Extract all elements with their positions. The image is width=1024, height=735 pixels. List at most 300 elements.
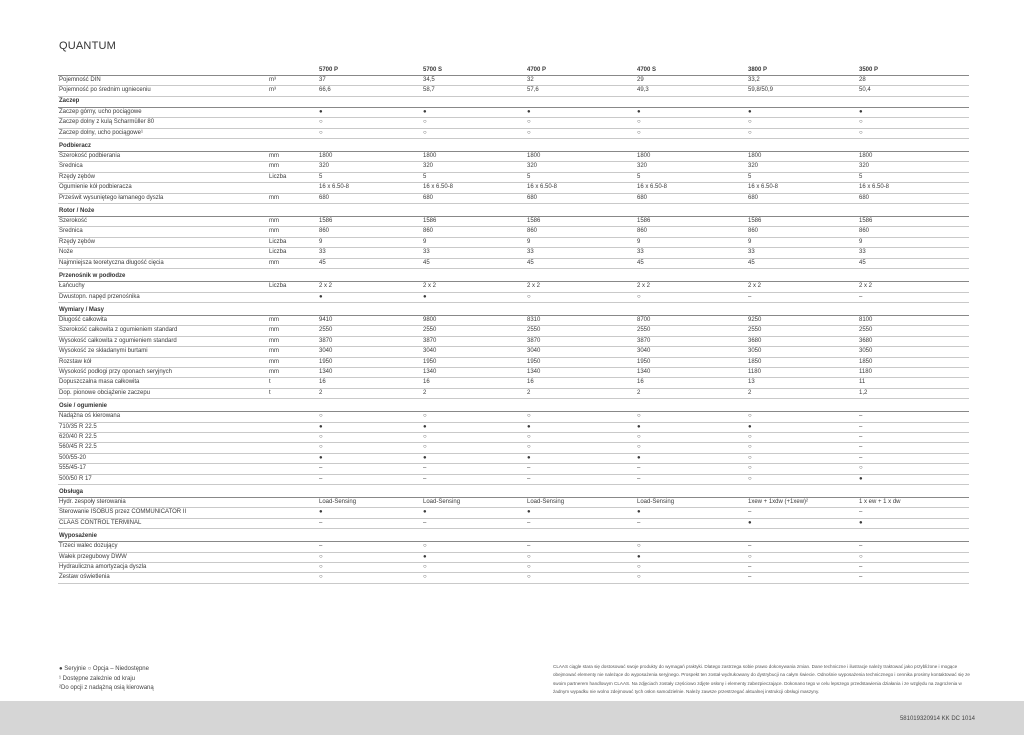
row-label: Zaczep górny, ucho pociągowe — [58, 107, 268, 117]
row-value: 1950 — [318, 357, 422, 367]
row-value: 33,2 — [747, 76, 858, 86]
row-value: 2 — [526, 388, 636, 398]
row-value: ● — [422, 552, 526, 562]
section-row — [58, 485, 969, 498]
row-label: Zestaw oświetlenia — [58, 573, 268, 583]
row-value: – — [858, 412, 969, 422]
row-unit: mm — [268, 152, 318, 162]
row-value: 2550 — [318, 326, 422, 336]
row-value: ● — [747, 422, 858, 432]
row-label: Szerokość podbierania — [58, 152, 268, 162]
row-unit: mm — [268, 162, 318, 172]
row-value: 45 — [526, 258, 636, 268]
row-value: 1950 — [526, 357, 636, 367]
row-value: ○ — [858, 118, 969, 128]
row-value: 3870 — [636, 336, 747, 346]
column-header: 4700 P — [526, 63, 636, 76]
row-unit — [268, 563, 318, 573]
row-value: 1586 — [747, 217, 858, 227]
row-unit — [268, 412, 318, 422]
row-value: 33 — [636, 248, 747, 258]
row-value: 320 — [422, 162, 526, 172]
table-row — [58, 282, 969, 292]
row-value: 2 — [636, 388, 747, 398]
row-label: Trzeci walec dozujący — [58, 542, 268, 552]
table-row — [58, 432, 969, 442]
row-value: ○ — [526, 573, 636, 583]
column-header: 5700 S — [422, 63, 526, 76]
row-value: ○ — [636, 542, 747, 552]
row-value: – — [318, 464, 422, 474]
row-value: ● — [636, 453, 747, 463]
row-unit — [268, 292, 318, 302]
row-label: Średnica — [58, 162, 268, 172]
row-value: 2 x 2 — [747, 282, 858, 292]
row-label: Długość całkowita — [58, 315, 268, 325]
row-value: ○ — [747, 412, 858, 422]
row-value: 3040 — [526, 347, 636, 357]
row-value: ○ — [526, 432, 636, 442]
row-value: 5 — [318, 172, 422, 182]
row-value: ● — [747, 518, 858, 528]
row-value: – — [526, 474, 636, 484]
row-unit: mm — [268, 227, 318, 237]
row-value: ● — [318, 508, 422, 518]
column-header: 3800 P — [747, 63, 858, 76]
row-value: ○ — [422, 542, 526, 552]
row-value: 2 — [318, 388, 422, 398]
row-label: Rozstaw kół — [58, 357, 268, 367]
row-value: 59,8/50,9 — [747, 86, 858, 96]
row-label: Rzędy zębów — [58, 237, 268, 247]
row-value: 320 — [526, 162, 636, 172]
table-row — [58, 227, 969, 237]
row-value: ● — [318, 422, 422, 432]
row-value: 860 — [526, 227, 636, 237]
row-value: 8100 — [858, 315, 969, 325]
row-value: 1800 — [747, 152, 858, 162]
row-value: 320 — [747, 162, 858, 172]
row-value: – — [422, 464, 526, 474]
column-header: 3500 P — [858, 63, 969, 76]
row-unit — [268, 474, 318, 484]
table-row — [58, 563, 969, 573]
row-value: 1586 — [422, 217, 526, 227]
row-value: ○ — [422, 443, 526, 453]
row-value: 1850 — [858, 357, 969, 367]
row-unit: t — [268, 378, 318, 388]
row-label: Zaczep dolny z kulą Scharmüller 80 — [58, 118, 268, 128]
row-value: – — [858, 443, 969, 453]
row-label: Średnica — [58, 227, 268, 237]
table-row — [58, 336, 969, 346]
row-value: ○ — [318, 552, 422, 562]
row-value: 1xew + 1xdw (+1xew)² — [747, 498, 858, 508]
row-value: – — [858, 432, 969, 442]
row-label: Pojemność po średnim ugnieceniu — [58, 86, 268, 96]
row-value: 33 — [422, 248, 526, 258]
row-unit: m³ — [268, 86, 318, 96]
row-value: 16 x 6.50-8 — [858, 183, 969, 193]
row-value: ● — [858, 518, 969, 528]
row-unit — [268, 542, 318, 552]
row-value: ● — [636, 107, 747, 117]
row-value: 1340 — [318, 367, 422, 377]
row-value: ○ — [636, 443, 747, 453]
row-value: ○ — [318, 432, 422, 442]
row-value: ● — [858, 474, 969, 484]
row-label: Najmniejsza teoretyczna długość cięcia — [58, 258, 268, 268]
section-row — [58, 139, 969, 152]
row-unit: mm — [268, 217, 318, 227]
row-value: 3040 — [318, 347, 422, 357]
row-value: 5 — [526, 172, 636, 182]
table-row — [58, 474, 969, 484]
section-row — [58, 302, 969, 315]
row-value: 66,6 — [318, 86, 422, 96]
row-value: 33 — [526, 248, 636, 258]
section-heading: Obsługa — [58, 485, 969, 498]
row-value: 5 — [422, 172, 526, 182]
table-row — [58, 183, 969, 193]
section-heading: Osie / ogumienie — [58, 399, 969, 412]
row-value: 1800 — [636, 152, 747, 162]
table-row — [58, 508, 969, 518]
row-value: 8310 — [526, 315, 636, 325]
row-unit: Liczba — [268, 237, 318, 247]
row-unit — [268, 443, 318, 453]
table-row — [58, 118, 969, 128]
row-value: ○ — [636, 412, 747, 422]
legend — [59, 665, 154, 694]
row-value: 16 x 6.50-8 — [318, 183, 422, 193]
row-value: ○ — [636, 118, 747, 128]
row-value: 5 — [636, 172, 747, 182]
row-value: ○ — [526, 552, 636, 562]
row-label: Nadążna oś kierowana — [58, 412, 268, 422]
row-unit: mm — [268, 347, 318, 357]
section-heading: Przenośnik w podłodze — [58, 269, 969, 282]
row-value: ○ — [526, 443, 636, 453]
row-value: ○ — [526, 412, 636, 422]
row-value: 49,3 — [636, 86, 747, 96]
table-row — [58, 107, 969, 117]
row-value: 9250 — [747, 315, 858, 325]
row-value: – — [318, 542, 422, 552]
row-value: 860 — [858, 227, 969, 237]
row-value: ● — [318, 292, 422, 302]
row-value: – — [747, 573, 858, 583]
row-value: ○ — [318, 443, 422, 453]
row-value: ● — [747, 107, 858, 117]
row-value: 1586 — [318, 217, 422, 227]
row-label: Sterowanie ISOBUS przez COMMUNICATOR II — [58, 508, 268, 518]
table-row — [58, 315, 969, 325]
row-value: 1800 — [318, 152, 422, 162]
row-value: 1180 — [747, 367, 858, 377]
row-label: Wysokość podłogi przy oponach seryjnych — [58, 367, 268, 377]
row-value: 45 — [318, 258, 422, 268]
row-label: 500/55-20 — [58, 453, 268, 463]
row-value: 3050 — [858, 347, 969, 357]
row-value: – — [858, 453, 969, 463]
row-value: ● — [422, 422, 526, 432]
row-value: ○ — [747, 128, 858, 138]
row-value: 1850 — [747, 357, 858, 367]
row-unit — [268, 552, 318, 562]
row-value: 45 — [636, 258, 747, 268]
row-value: 16 — [422, 378, 526, 388]
table-row — [58, 76, 969, 86]
row-value: ● — [526, 453, 636, 463]
row-value: ○ — [636, 432, 747, 442]
row-value: 2550 — [858, 326, 969, 336]
row-value: – — [858, 508, 969, 518]
row-value: 13 — [747, 378, 858, 388]
row-value: – — [636, 518, 747, 528]
row-value: 680 — [636, 193, 747, 203]
row-value: 37 — [318, 76, 422, 86]
table-row — [58, 258, 969, 268]
row-value: 320 — [636, 162, 747, 172]
row-unit: mm — [268, 258, 318, 268]
row-label: Wałek przegubowy DWW — [58, 552, 268, 562]
table-header-row — [58, 63, 969, 76]
row-value: – — [636, 474, 747, 484]
row-unit: Liczba — [268, 172, 318, 182]
row-value: 1950 — [422, 357, 526, 367]
row-value: 45 — [858, 258, 969, 268]
table-row — [58, 237, 969, 247]
row-value: 2550 — [526, 326, 636, 336]
row-unit: mm — [268, 336, 318, 346]
row-value: ○ — [747, 432, 858, 442]
row-value: ○ — [422, 118, 526, 128]
row-value: 1,2 — [858, 388, 969, 398]
row-value: ● — [526, 508, 636, 518]
table-row — [58, 162, 969, 172]
row-unit: m³ — [268, 76, 318, 86]
row-label: Zaczep dolny, ucho pociągowe¹ — [58, 128, 268, 138]
table-row — [58, 248, 969, 258]
row-value: Load-Sensing — [422, 498, 526, 508]
section-row — [58, 399, 969, 412]
row-value: – — [858, 422, 969, 432]
row-value: 320 — [858, 162, 969, 172]
row-value: 3040 — [636, 347, 747, 357]
row-label: 500/50 R 17 — [58, 474, 268, 484]
row-value: – — [858, 542, 969, 552]
legend-footnote-2: ²Do opcji z nadążną osią kierowaną — [59, 685, 154, 692]
row-value: 680 — [858, 193, 969, 203]
row-value: ○ — [747, 118, 858, 128]
row-value: 5 — [747, 172, 858, 182]
row-unit: Liczba — [268, 248, 318, 258]
row-value: 2 x 2 — [636, 282, 747, 292]
row-value: 2 — [422, 388, 526, 398]
section-heading: Wyposażenie — [58, 529, 969, 542]
table-row — [58, 573, 969, 583]
row-value: 16 x 6.50-8 — [636, 183, 747, 193]
row-value: 33 — [318, 248, 422, 258]
row-unit: mm — [268, 326, 318, 336]
section-heading: Wymiary / Masy — [58, 302, 969, 315]
row-value: 1800 — [526, 152, 636, 162]
row-value: 5 — [858, 172, 969, 182]
table-row — [58, 412, 969, 422]
row-value: – — [747, 542, 858, 552]
row-value: Load-Sensing — [526, 498, 636, 508]
row-value: 33 — [747, 248, 858, 258]
row-value: – — [858, 292, 969, 302]
table-row — [58, 217, 969, 227]
row-value: ○ — [747, 464, 858, 474]
row-unit: Liczba — [268, 282, 318, 292]
row-value: ● — [422, 292, 526, 302]
row-label: Noże — [58, 248, 268, 258]
row-label: 710/35 R 22.5 — [58, 422, 268, 432]
row-value: Load-Sensing — [636, 498, 747, 508]
row-value: 1 x ew + 1 x dw — [858, 498, 969, 508]
row-label: Dwustopn. napęd przenośnika — [58, 292, 268, 302]
row-value: 1340 — [422, 367, 526, 377]
row-unit — [268, 518, 318, 528]
row-value: – — [526, 518, 636, 528]
row-value: 1586 — [526, 217, 636, 227]
row-value: 34,5 — [422, 76, 526, 86]
row-value: 1340 — [636, 367, 747, 377]
row-unit — [268, 453, 318, 463]
row-label: Prześwit wysuniętego łamanego dyszla — [58, 193, 268, 203]
row-value: ○ — [318, 573, 422, 583]
row-value: ● — [526, 422, 636, 432]
row-value: – — [747, 508, 858, 518]
row-value: – — [422, 518, 526, 528]
row-value: 1800 — [422, 152, 526, 162]
row-value: – — [526, 464, 636, 474]
row-value: – — [858, 573, 969, 583]
row-value: 50,4 — [858, 86, 969, 96]
row-label: Rzędy zębów — [58, 172, 268, 182]
table-row — [58, 518, 969, 528]
table-row — [58, 347, 969, 357]
table-row — [58, 357, 969, 367]
table-row — [58, 388, 969, 398]
row-value: 3870 — [526, 336, 636, 346]
row-value: – — [318, 518, 422, 528]
row-value: ○ — [422, 432, 526, 442]
row-value: ○ — [422, 573, 526, 583]
row-value: 9800 — [422, 315, 526, 325]
row-value: 680 — [318, 193, 422, 203]
section-heading: Zaczep — [58, 96, 969, 107]
footer-bar — [0, 701, 1024, 735]
row-value: ○ — [858, 552, 969, 562]
row-value: ● — [636, 552, 747, 562]
row-value: 1800 — [858, 152, 969, 162]
row-unit — [268, 432, 318, 442]
document-code: 581019320914 KK DC 1014 — [899, 716, 975, 722]
document-title: QUANTUM — [59, 40, 117, 52]
row-value: ● — [526, 107, 636, 117]
section-row — [58, 204, 969, 217]
table-row — [58, 453, 969, 463]
row-value: 3040 — [422, 347, 526, 357]
row-unit: t — [268, 388, 318, 398]
row-value: ○ — [636, 292, 747, 302]
row-value: 2 x 2 — [858, 282, 969, 292]
row-value: 9 — [422, 237, 526, 247]
row-value: 29 — [636, 76, 747, 86]
row-unit — [268, 118, 318, 128]
row-value: – — [422, 474, 526, 484]
table-row — [58, 152, 969, 162]
row-value: 2 x 2 — [422, 282, 526, 292]
header-spacer — [58, 63, 268, 76]
row-unit — [268, 498, 318, 508]
row-value: 2550 — [747, 326, 858, 336]
row-label: Hydrauliczna amortyzacja dyszla — [58, 563, 268, 573]
table-row — [58, 552, 969, 562]
table-row — [58, 498, 969, 508]
row-value: 3050 — [747, 347, 858, 357]
column-header: 4700 S — [636, 63, 747, 76]
row-value: 2550 — [636, 326, 747, 336]
section-row — [58, 529, 969, 542]
table-row — [58, 542, 969, 552]
table-row — [58, 326, 969, 336]
row-value: ○ — [636, 563, 747, 573]
row-value: Load-Sensing — [318, 498, 422, 508]
row-value: 57,6 — [526, 86, 636, 96]
row-value: 1586 — [636, 217, 747, 227]
row-unit: mm — [268, 367, 318, 377]
row-value: ○ — [422, 563, 526, 573]
row-unit — [268, 128, 318, 138]
row-value: ● — [422, 453, 526, 463]
row-value: ○ — [526, 563, 636, 573]
row-value: ○ — [858, 464, 969, 474]
row-label: CLAAS CONTROL TERMINAL — [58, 518, 268, 528]
row-value: 32 — [526, 76, 636, 86]
row-value: 860 — [318, 227, 422, 237]
row-value: – — [747, 292, 858, 302]
row-value: ● — [422, 508, 526, 518]
column-header: 5700 P — [318, 63, 422, 76]
row-value: 58,7 — [422, 86, 526, 96]
row-value: ● — [422, 107, 526, 117]
row-value: 1950 — [636, 357, 747, 367]
row-label: Ogumienie kół podbieracza — [58, 183, 268, 193]
row-value: 16 — [526, 378, 636, 388]
row-value: ○ — [747, 453, 858, 463]
row-label: 555/45-17 — [58, 464, 268, 474]
table-row — [58, 172, 969, 182]
row-value: – — [318, 474, 422, 484]
row-value: ○ — [318, 128, 422, 138]
section-heading: Rotor / Noże — [58, 204, 969, 217]
row-value: 16 x 6.50-8 — [422, 183, 526, 193]
row-unit — [268, 107, 318, 117]
row-unit — [268, 508, 318, 518]
row-value: 45 — [747, 258, 858, 268]
section-row — [58, 96, 969, 107]
table-row — [58, 128, 969, 138]
table-row — [58, 464, 969, 474]
row-value: 320 — [318, 162, 422, 172]
row-value: ○ — [422, 412, 526, 422]
row-label: Łańcuchy — [58, 282, 268, 292]
